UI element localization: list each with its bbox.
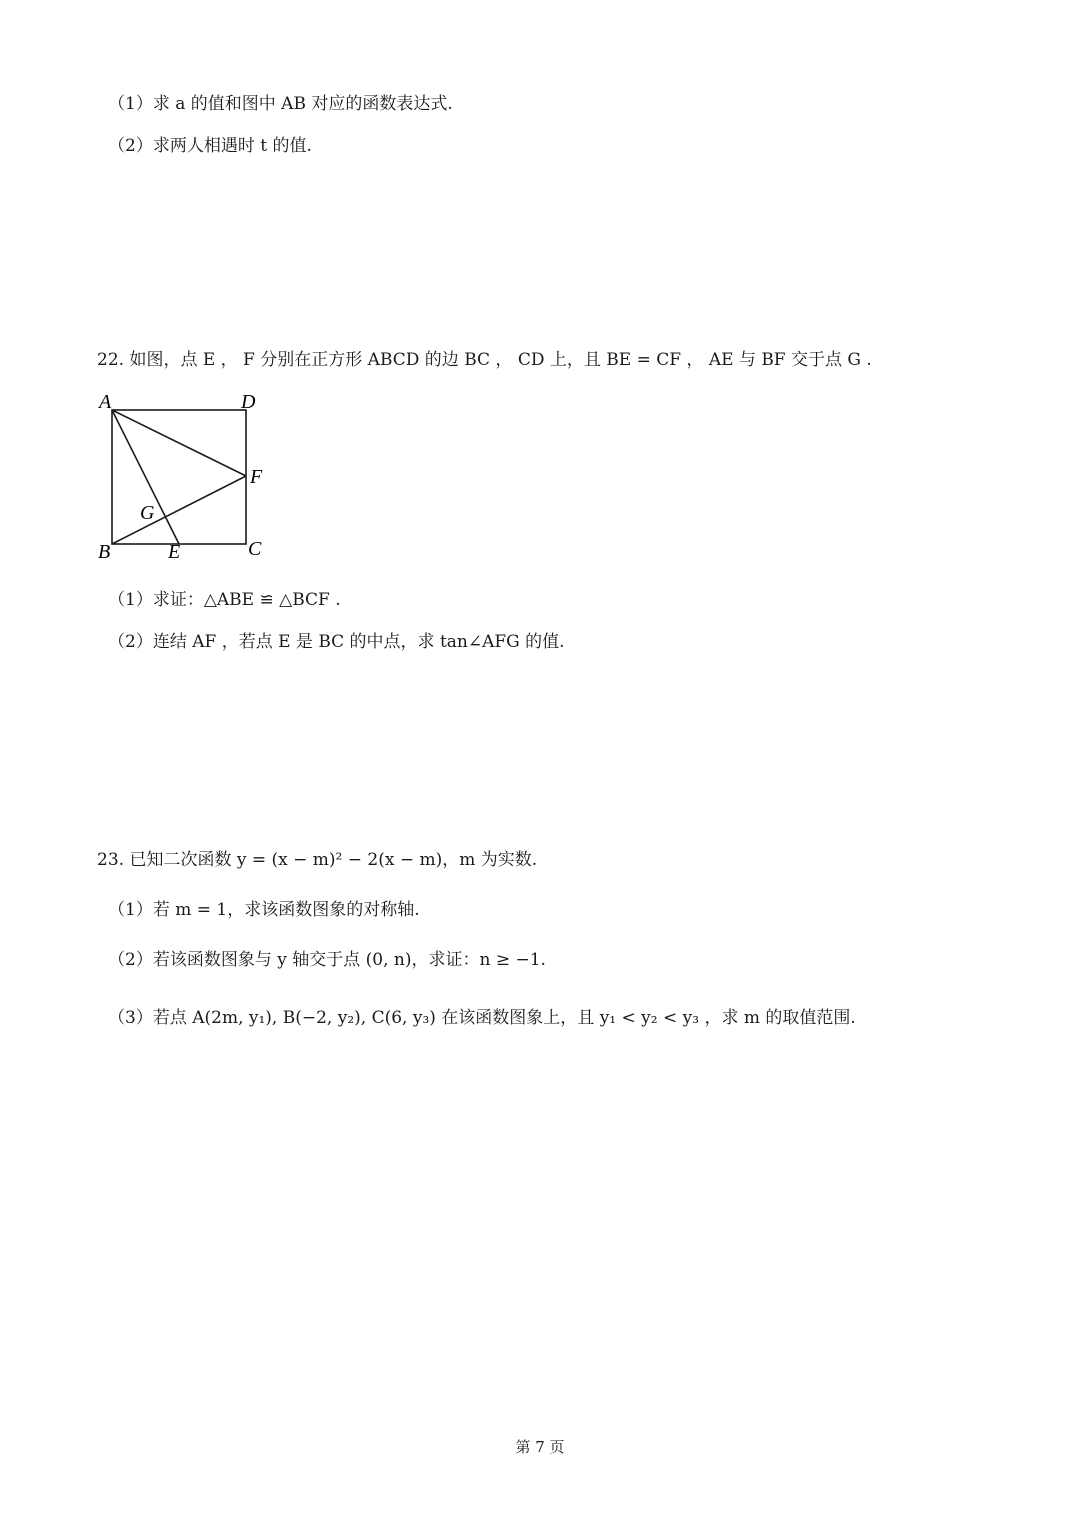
label-f: F: [250, 466, 263, 488]
q21-part1: （1）求 a 的值和图中 AB 对应的函数表达式.: [108, 94, 453, 114]
q23-part2: （2）若该函数图象与 y 轴交于点 (0, n)，求证：n ≥ −1.: [108, 950, 546, 970]
page-number: 第 7 页: [515, 1438, 565, 1456]
label-c: C: [248, 538, 262, 560]
square-abcd: [112, 410, 246, 544]
q23-part1: （1）若 m = 1，求该函数图象的对称轴.: [108, 900, 420, 920]
q22-stem: 22. 如图，点 E ， F 分别在正方形 ABCD 的边 BC ， CD 上，且 BE = CF ， AE 与 BF 交于点 G .: [97, 350, 872, 370]
segment-af: [112, 410, 246, 476]
label-a: A: [99, 391, 112, 413]
label-e: E: [168, 541, 181, 563]
q23-stem: 23. 已知二次函数 y = (x − m)² − 2(x − m)，m 为实数.: [97, 850, 538, 870]
q23-part3: （3）若点 A(2m, y₁), B(−2, y₂), C(6, y₃) 在该函数图象上，且 y₁ < y₂ < y₃ ，求 m 的取值范围.: [108, 1008, 856, 1028]
q21-part2: （2）求两人相遇时 t 的值.: [108, 136, 312, 156]
square-geometry-figure: [90, 388, 280, 568]
label-b: B: [98, 541, 111, 563]
q22-part1: （1）求证：△ABE ≌ △BCF .: [108, 590, 341, 610]
q22-part2: （2）连结 AF ，若点 E 是 BC 的中点，求 tan∠AFG 的值.: [108, 632, 565, 652]
label-d: D: [241, 391, 256, 413]
segment-bf: [112, 476, 246, 544]
label-g: G: [140, 502, 155, 524]
